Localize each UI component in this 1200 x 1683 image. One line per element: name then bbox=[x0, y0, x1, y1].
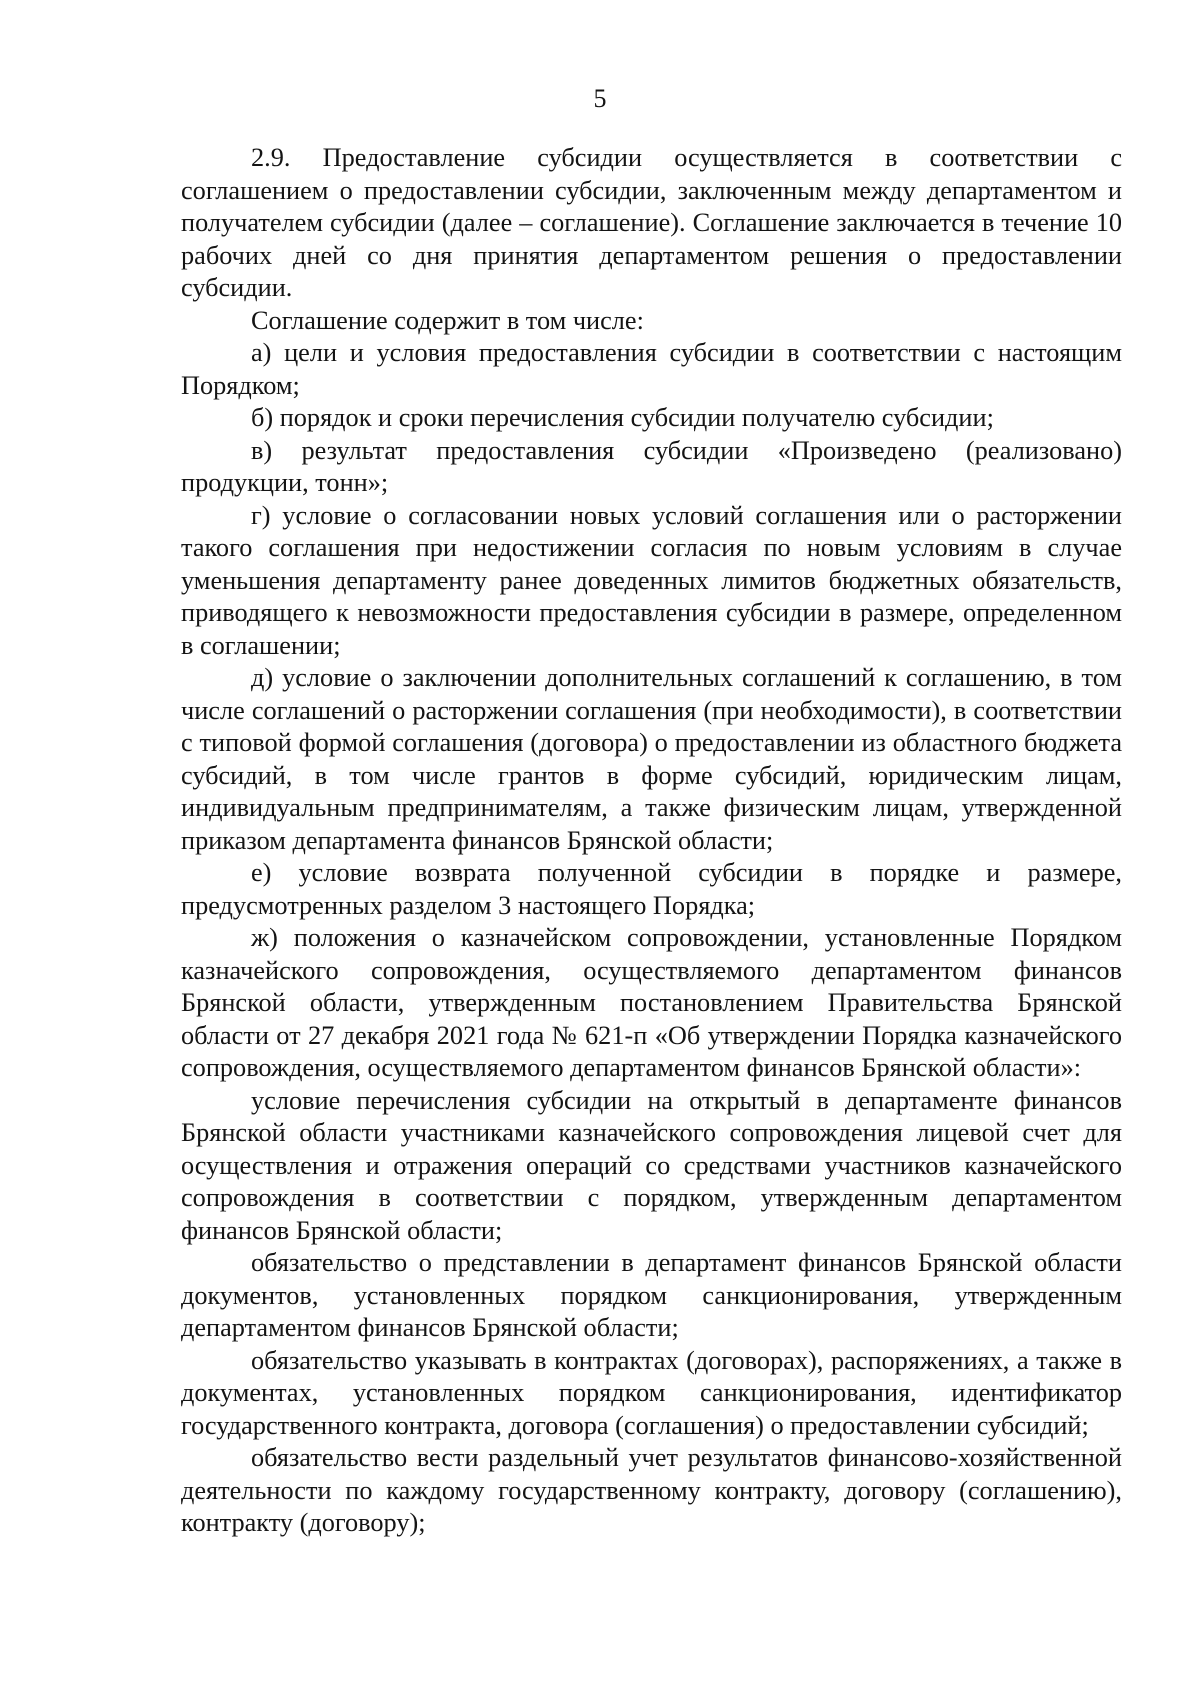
paragraph-transfer-condition: условие перечисления субсидии на открытый в департаменте финансов Брянской области участниками казначейского сопровождения лицевой счет для осуществления и отражения операций со средствами участников казначейского сопровождения в соответствии с порядком, утвержденным департаментом финансов Брянской области; bbox=[181, 1085, 1122, 1245]
list-item-d: д) условие о заключении дополнительных соглашений к соглашению, в том числе соглашений о расторжении соглашения (при необходимости), в соответствии с типовой формой соглашения (договора) о предоставлении из областного бюджета субсидий, в том числе грантов в форме субсидий, юридическим лицам, индивидуальным предпринимателям, а также физическим лицам, утвержденной приказом департамента финансов Брянской области; bbox=[181, 663, 1122, 855]
list-item-b: б) порядок и сроки перечисления субсидии получателю субсидии; bbox=[251, 403, 994, 432]
paragraph-separate-accounting-obligation: обязательство вести раздельный учет результатов финансово-хозяйственной деятельности по каждому государственному контракту, договору (соглашению), контракту (договору); bbox=[181, 1443, 1122, 1537]
list-item-zh: ж) положения о казначейском сопровождении, установленные Порядком казначейского сопровождения, осуществляемого департаментом финансов Брянской области, утвержденным постановлением Правительства Брянской области от 27 декабря 2021 года № 621-п «Об утверждении Порядка казначейского сопровождения, осуществляемого департаментом финансов Брянской области»: bbox=[181, 923, 1122, 1082]
list-item-v: в) результат предоставления субсидии «Произведено (реализовано) продукции, тонн»; bbox=[181, 435, 1122, 497]
paragraph-agreement-contents: Соглашение содержит в том числе: bbox=[251, 305, 644, 335]
document-body bbox=[181, 142, 1122, 1540]
paragraph-documents-obligation: обязательство о представлении в департамент финансов Брянской области документов, установленных порядком санкционирования, утвержденным департаментом финансов Брянской области; bbox=[181, 1248, 1122, 1342]
list-item-a: а) цели и условия предоставления субсидии в соответствии с настоящим Порядком; bbox=[181, 338, 1122, 400]
list-item-e: е) условие возврата полученной субсидии в порядке и размере, предусмотренных разделом 3 настоящего Порядка; bbox=[181, 858, 1122, 920]
list-item-g: г) условие о согласовании новых условий соглашения или о расторжении такого соглашения при недостижении согласия по новым условиям в случае уменьшения департаменту ранее доведенных лимитов бюджетных обязательств, приводящего к невозможности предоставления субсидии в размере, определенном в соглашении; bbox=[181, 500, 1122, 660]
page-number: 5 bbox=[593, 84, 607, 113]
paragraph-identifier-obligation: обязательство указывать в контрактах (договорах), распоряжениях, а также в документах, установленных порядком санкционирования, идентификатор государственного контракта, договора (соглашения) о предоставлении субсидий; bbox=[181, 1345, 1122, 1440]
paragraph-2-9: 2.9. Предоставление субсидии осуществляется в соответствии с соглашением о предоставлении субсидии, заключенным между департаментом и получателем субсидии (далее – соглашение). Соглашение заключается в течение 10 рабочих дней со дня принятия департаментом решения о предоставлении субсидии. bbox=[181, 143, 1122, 302]
